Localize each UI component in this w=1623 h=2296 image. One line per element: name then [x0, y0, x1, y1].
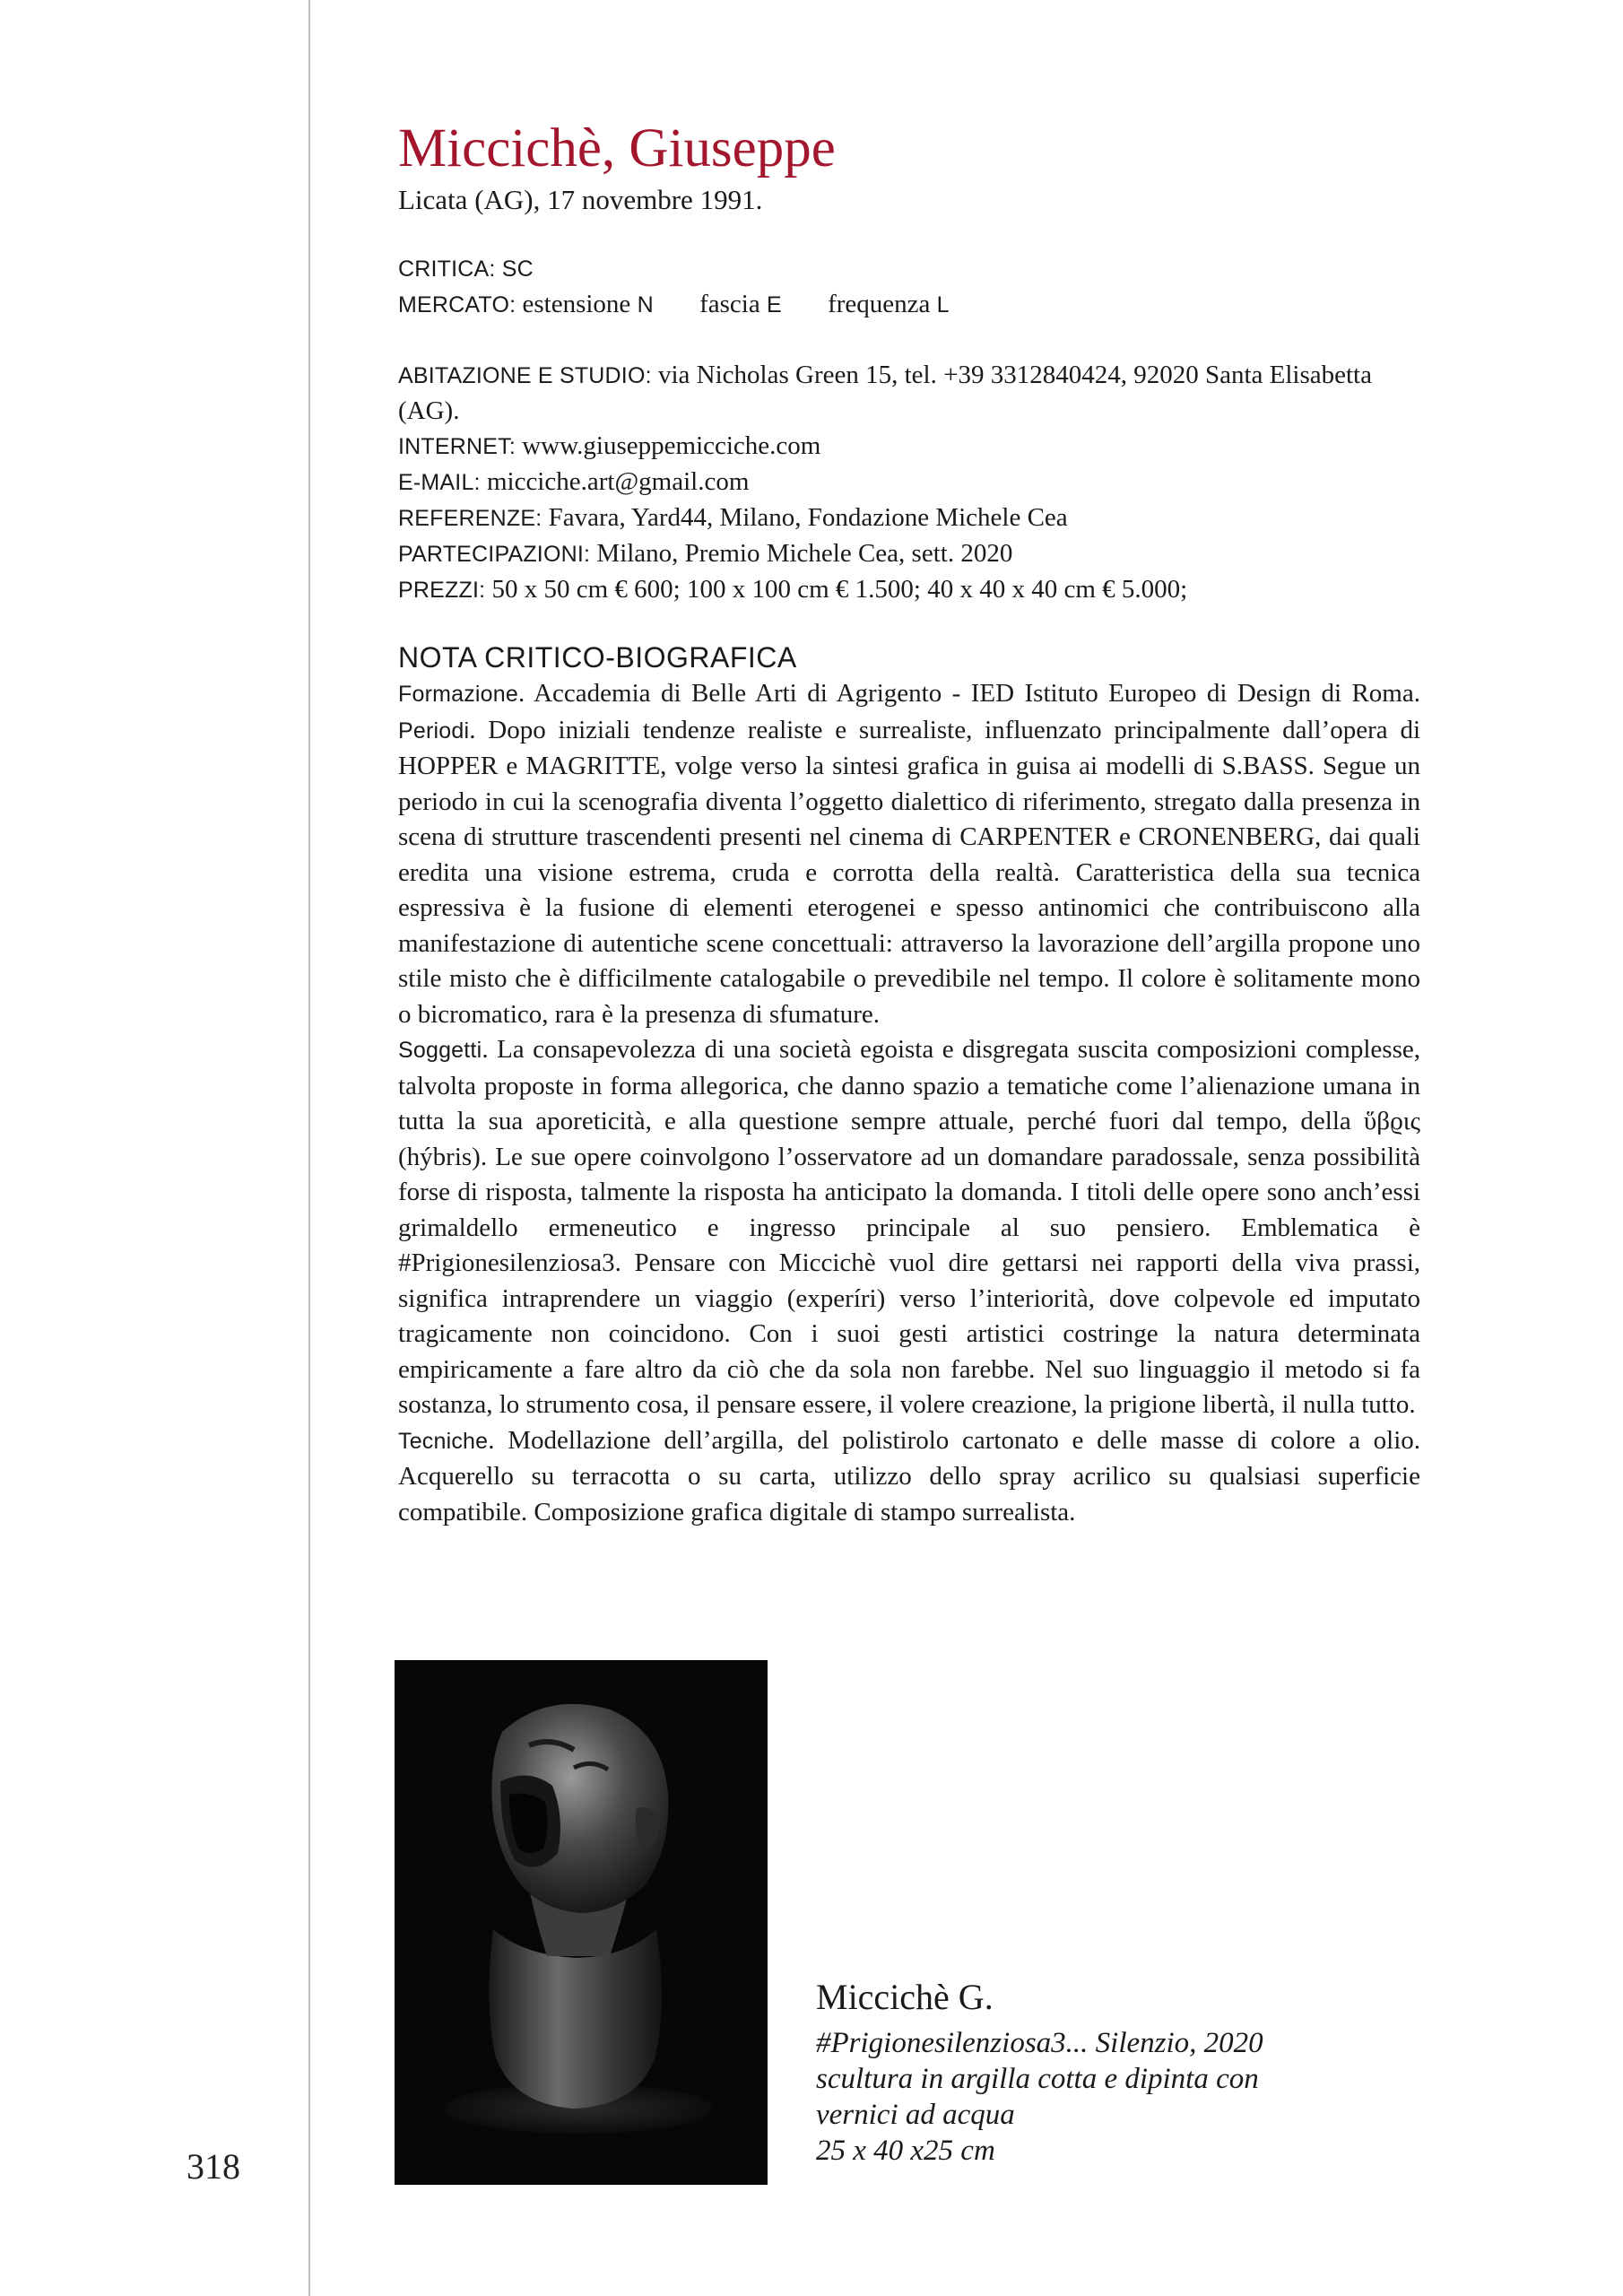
mercato-line [398, 287, 1420, 323]
critica-line [398, 251, 1420, 287]
artwork-caption [816, 1975, 1372, 2169]
ratings-block [398, 251, 1420, 323]
critical-note [398, 676, 1420, 1530]
formazione-text: . Accademia di Belle Arti di Agrigento - IED Istituto Europeo di Design di Roma. [518, 679, 1420, 708]
periodi-label: Periodi [398, 718, 470, 744]
referenze-label: REFERENZE: [398, 506, 542, 531]
prezzi-value: 50 x 50 cm € 600; 100 x 100 cm € 1.500; 40 x 40 x 40 cm € 5.000; [491, 575, 1188, 604]
birth-info: Licata (AG), 17 novembre 1991. [398, 184, 763, 215]
soggetti-paragraph [398, 1032, 1420, 1423]
page-number: 318 [187, 2146, 240, 2187]
estensione-value: N [637, 292, 654, 317]
critica-value: SC [501, 257, 534, 282]
sculpture-illustration [395, 1660, 768, 2185]
email-value[interactable]: micciche.art@gmail.com [486, 467, 750, 496]
critica-label: CRITICA: [398, 257, 496, 282]
margin-rule [308, 0, 310, 2296]
abitazione-line [398, 358, 1420, 429]
artwork-author: Miccichè G. [816, 1977, 994, 2017]
artwork-image [395, 1660, 768, 2185]
tecniche-text: . Modellazione dell’argilla, del polistirolo cartonato e delle masse di colore a olio. Acquerello su terracotta o su carta, utilizzo dello spray acrilico su qualsiasi superficie compatibile. Composizione grafica digitale di stampo surrealista. [398, 1425, 1420, 1526]
fascia-value: E [766, 292, 782, 317]
artwork-medium-line2: vernici ad acqua [816, 2099, 1015, 2131]
internet-line [398, 429, 1420, 465]
tecniche-paragraph [398, 1423, 1420, 1531]
soggetti-text: . La consapevolezza di una società egoista e disgregata suscita composizioni complesse, talvolta proposte in forma allegorica, che danno spazio a tematiche come l’alienazione umana in tutta la sua aporeticità, e alla questione sempre attuale, perché fuori dal tempo, della ὕβϱις (hýbris). Le sue opere coinvolgono l’osservatore ad un domandare paradossale, senza possibilità forse di risposta, talmente la risposta ha anticipato la domanda. I titoli delle opere sono anch’essi grimaldello ermeneutico e ingresso principale al suo pensiero. Emblematica è #Prigionesilenziosa3. Pensare con Miccichè vuol dire gettarsi nei rapporti della viva prassi, significa intraprendere un viaggio (experíri) verso l’interiorità, dove colpevole ed imputato tragicamente non coincidono. Con i suoi gesti artistici costringe la natura determinata empiricamente a fare altro da ciò che da sola non farebbe. Nel suo linguaggio il metodo si fa sostanza, lo strumento cosa, il pensare essere, il volere creazione, la prigione libertà, il nulla tutto. [398, 1035, 1420, 1419]
prezzi-line [398, 572, 1420, 608]
formazione-periodi-paragraph [398, 676, 1420, 1032]
section-title: NOTA CRITICO-BIOGRAFICA [398, 641, 797, 674]
info-block [398, 358, 1420, 608]
referenze-line [398, 500, 1420, 536]
fascia-label: fascia [699, 290, 760, 318]
partecipazioni-line [398, 536, 1420, 572]
artwork-title: #Prigionesilenziosa3... Silenzio, 2020 [816, 2027, 1263, 2059]
formazione-label: Formazione [398, 682, 518, 707]
internet-label: INTERNET: [398, 434, 516, 459]
frequenza-value: L [936, 292, 950, 317]
artwork-dimensions: 25 x 40 x25 cm [816, 2135, 995, 2167]
partecipazioni-label: PARTECIPAZIONI: [398, 542, 591, 567]
periodi-text: . Dopo iniziali tendenze realiste e surrealiste, influenzato principalmente dall’opera di HOPPER e MAGRITTE, volge verso la sintesi grafica in guisa ai modelli di S.BASS. Segue un periodo in cui la scenografia diventa l’oggetto dialettico di riferimento, stregato dalla presenza in scena di strutture trascendenti presenti nel cinema di CARPENTER e CRONENBERG, dai quali eredita una visione estrema, cruda e corrotta della realtà. Caratteristica della sua tecnica espressiva è la fusione di elementi eterogenei e spesso antinomici che contribuiscono alla manifestazione di autentiche scene concettuali: attraverso la lavorazione dell’argilla propone uno stile misto che è difficilmente catalogabile o prevedibile nel tempo. Il colore è solitamente mono o bicromatico, rara è la presenza di sfumature. [398, 715, 1420, 1029]
partecipazioni-value: Milano, Premio Michele Cea, sett. 2020 [596, 539, 1013, 568]
internet-value[interactable]: www.giuseppemicciche.com [522, 431, 821, 460]
frequenza-label: frequenza [828, 290, 931, 318]
estensione-label: estensione [522, 290, 631, 318]
mercato-label: MERCATO: [398, 292, 516, 317]
abitazione-label: ABITAZIONE E STUDIO: [398, 363, 652, 388]
abitazione-value: via Nicholas Green 15, tel. +39 3312840424, 92020 Santa Elisabetta (AG). [398, 361, 1372, 425]
soggetti-label: Soggetti [398, 1038, 482, 1063]
referenze-value: Favara, Yard44, Milano, Fondazione Michele Cea [548, 503, 1068, 532]
tecniche-label: Tecniche [398, 1428, 489, 1454]
prezzi-label: PREZZI: [398, 578, 486, 603]
artist-name: Miccichè, Giuseppe [398, 118, 836, 178]
email-label: E-MAIL: [398, 470, 481, 495]
entry-content [398, 115, 1420, 1530]
email-line [398, 465, 1420, 500]
artwork-medium-line1: scultura in argilla cotta e dipinta con [816, 2063, 1259, 2095]
